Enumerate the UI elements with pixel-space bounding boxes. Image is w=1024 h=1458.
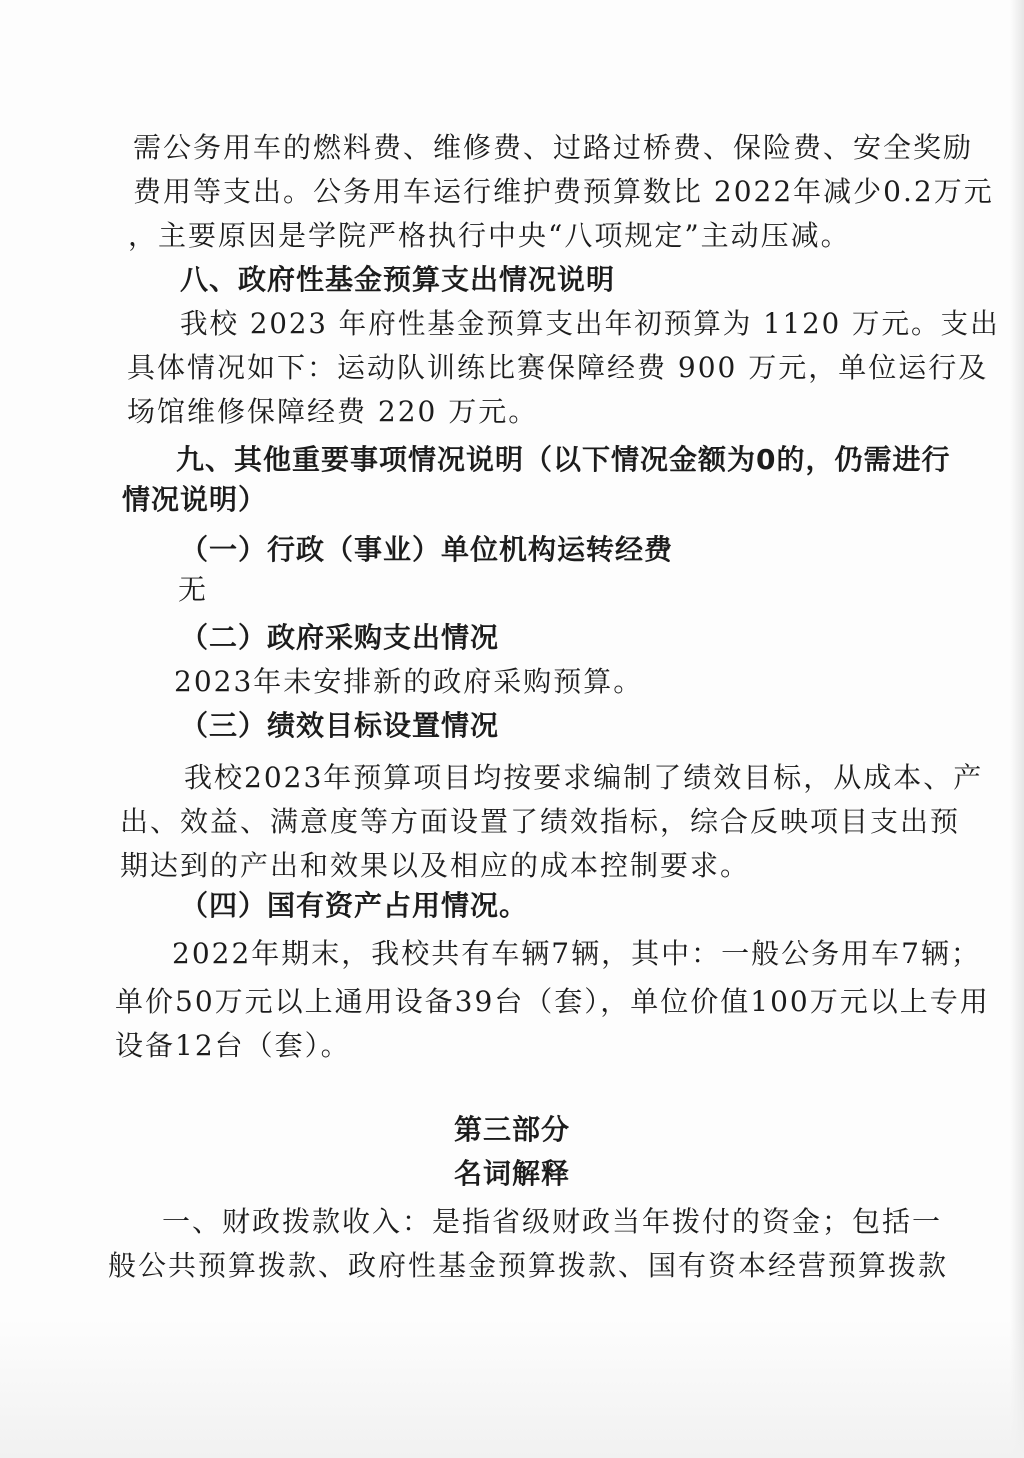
- subsection-9-3-heading: （三）绩效目标设置情况: [180, 709, 500, 742]
- scan-edge-shadow: [1010, 0, 1024, 1458]
- paragraph-vehicle-line-3: ，主要原因是学院严格执行中央“八项规定”主动压减。: [128, 219, 851, 252]
- glossary-item-1-line-1: 一、财政拨款收入：是指省级财政当年拨付的资金；包括一: [162, 1205, 943, 1238]
- subsection-9-1-text: 无: [178, 573, 209, 606]
- subsection-9-4-heading: （四）国有资产占用情况。: [180, 889, 529, 922]
- scan-bottom-shade: [0, 1318, 1024, 1458]
- paragraph-assets-line-3: 设备12台（套）。: [115, 1029, 351, 1062]
- subsection-9-2-text: 2023年未安排新的政府采购预算。: [174, 665, 644, 698]
- part-3-title: 第三部分: [453, 1113, 570, 1146]
- section-9-heading-line-2: 情况说明）: [122, 483, 268, 516]
- paragraph-fund-line-3: 场馆维修保障经费 220 万元。: [127, 395, 539, 428]
- subsection-9-2-heading: （二）政府采购支出情况: [180, 621, 500, 654]
- paragraph-performance-line-2: 出、效益、满意度等方面设置了绩效指标，综合反映项目支出预: [120, 805, 961, 838]
- glossary-title: 名词解释: [453, 1157, 570, 1190]
- paragraph-fund-line-2: 具体情况如下：运动队训练比赛保障经费 900 万元，单位运行及: [127, 351, 989, 384]
- paragraph-fund-line-1: 我校 2023 年府性基金预算支出年初预算为 1120 万元。支出: [180, 307, 1000, 340]
- subsection-9-1-heading: （一）行政（事业）单位机构运转经费: [180, 533, 674, 566]
- paragraph-vehicle-line-2: 费用等支出。公务用车运行维护费预算数比 2022年减少0.2万元: [133, 175, 994, 208]
- paragraph-assets-line-1: 2022年期末，我校共有车辆7辆，其中：一般公务用车7辆；: [172, 937, 981, 970]
- paragraph-performance-line-3: 期达到的产出和效果以及相应的成本控制要求。: [120, 849, 751, 882]
- section-8-heading: 八、政府性基金预算支出情况说明: [180, 263, 616, 296]
- paragraph-performance-line-1: 我校2023年预算项目均按要求编制了绩效目标，从成本、产: [184, 761, 984, 794]
- section-9-heading-line-1: 九、其他重要事项情况说明（以下情况金额为0的，仍需进行: [176, 443, 951, 476]
- paragraph-assets-line-2: 单价50万元以上通用设备39台（套），单位价值100万元以上专用: [115, 985, 990, 1018]
- glossary-item-1-line-2: 般公共预算拨款、政府性基金预算拨款、国有资本经营预算拨款: [108, 1249, 949, 1282]
- paragraph-vehicle-line-1: 需公务用车的燃料费、维修费、过路过桥费、保险费、安全奖励: [133, 131, 974, 164]
